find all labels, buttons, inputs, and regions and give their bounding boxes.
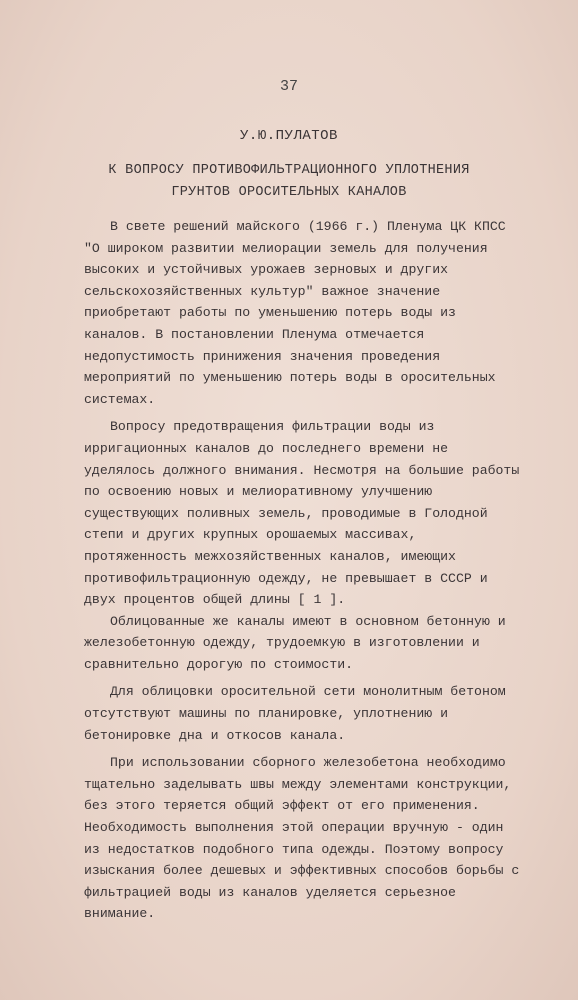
author-name: У.Ю.ПУЛАТОВ [240,128,338,144]
article-title [0,160,578,204]
paragraph-1: В свете решений майского (1966 г.) Пленума ЦК КПСС "О широком развитии мелиорации земель для получения высоких и устойчивых урожаев зерновых и других сельскохозяйственных культур" важное значение приобретают работы по уменьшению потерь воды из каналов. В постановлении Пленума отмечается недопустимость принижения значения проведения мероприятий по уменьшению потерь воды в оросительных системах. [84,219,506,407]
article-body [84,216,524,925]
title-line-1: К ВОПРОСУ ПРОТИВОФИЛЬТРАЦИОННОГО УПЛОТНЕНИЯ [108,163,470,178]
paragraph-5: При использовании сборного железобетона необходимо тщательно заделывать швы между элементами конструкции, без этого теряется общий эффект от его применения. Необходимость выполнения этой операции вручную - один из недостатков подобного типа одежды. Поэтому вопросу изыскания более дешевых и эффективных способов борьбы с фильтрацией воды из каналов уделяется серьезное внимание. [84,755,520,922]
title-line-2: ГРУНТОВ ОРОСИТЕЛЬНЫХ КАНАЛОВ [171,185,407,200]
page-number: 37 [279,78,298,95]
paragraph-2: Вопросу предотвращения фильтрации воды из ирригационных каналов до последнего времени не уделялось должного внимания. Несмотря на большие работы по освоению новых и мелиоративному улучшению существующих поливных земель, проводимые в Голодной степи и других крупных орошаемых массивах, протяженность межхозяйственных каналов, имеющих противофильтрационную одежду, не превышает в СССР и двух процентов общей длины [ 1 ]. [84,419,520,608]
paragraph-4: Для облицовки оросительной сети монолитным бетоном отсутствуют машины по планировке, уплотнению и бетонировке дна и откосов канала. [84,684,506,743]
paragraph-3: Облицованные же каналы имеют в основном бетонную и железобетонную одежду, трудоемкую в изготовлении и сравнительно дорогую по стоимости. [84,613,506,672]
